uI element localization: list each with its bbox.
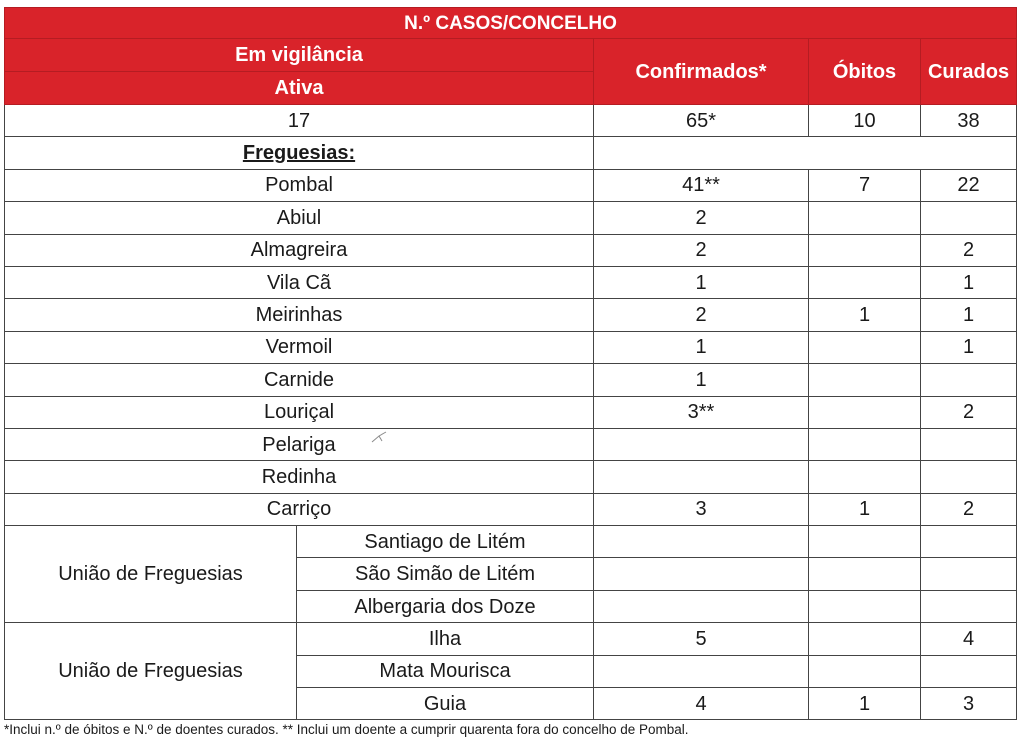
cell-confirmados: 1 (594, 266, 809, 298)
freguesia-name: Abiul (5, 202, 594, 234)
header-row-1 (5, 39, 1017, 72)
cell-confirmados: 1 (594, 364, 809, 396)
cases-table (4, 7, 1017, 720)
cell-obitos: 1 (809, 299, 921, 331)
total-vigilancia: 17 (5, 105, 594, 137)
cell-obitos: 1 (809, 688, 921, 720)
freguesia-name: Pelariga (5, 428, 594, 460)
table-row (5, 169, 1017, 201)
freguesia-name: Louriçal (5, 396, 594, 428)
freguesias-empty-cell (594, 137, 1017, 169)
header-curados: Curados (921, 39, 1017, 105)
cell-confirmados: 3 (594, 493, 809, 525)
cell-curados: 1 (921, 331, 1017, 363)
cell-curados: 22 (921, 169, 1017, 201)
table-row (5, 623, 1017, 655)
cell-obitos (809, 364, 921, 396)
cell-confirmados: 2 (594, 202, 809, 234)
cell-confirmados (594, 526, 809, 558)
cell-obitos: 7 (809, 169, 921, 201)
cell-obitos (809, 590, 921, 622)
freguesia-name: Meirinhas (5, 299, 594, 331)
cell-curados (921, 428, 1017, 460)
table-row (5, 428, 1017, 460)
cell-confirmados: 4 (594, 688, 809, 720)
freguesias-header-row (5, 137, 1017, 169)
pen-mark-icon (370, 430, 388, 444)
union-member-name: Mata Mourisca (297, 655, 594, 687)
header-ativa: Ativa (5, 72, 594, 105)
table-row (5, 202, 1017, 234)
union-member-name: Ilha (297, 623, 594, 655)
freguesia-name: Carriço (5, 493, 594, 525)
freguesia-name: Almagreira (5, 234, 594, 266)
table-row (5, 234, 1017, 266)
cell-confirmados: 1 (594, 331, 809, 363)
header-confirmados: Confirmados* (594, 39, 809, 105)
cell-curados: 4 (921, 623, 1017, 655)
table-row (5, 364, 1017, 396)
union-member-name: Santiago de Litém (297, 526, 594, 558)
table-row (5, 266, 1017, 298)
table-row (5, 526, 1017, 558)
cell-obitos: 1 (809, 493, 921, 525)
cell-confirmados (594, 461, 809, 493)
union-member-name: Albergaria dos Doze (297, 590, 594, 622)
cell-obitos (809, 461, 921, 493)
freguesias-label: Freguesias: (242, 142, 356, 165)
cell-confirmados (594, 428, 809, 460)
cell-obitos (809, 202, 921, 234)
freguesia-name: Pombal (5, 169, 594, 201)
table-row (5, 396, 1017, 428)
total-confirmados: 65* (594, 105, 809, 137)
cell-confirmados: 5 (594, 623, 809, 655)
cell-obitos (809, 331, 921, 363)
union-label: União de Freguesias (5, 526, 297, 623)
cell-confirmados: 2 (594, 234, 809, 266)
table-title-row (5, 8, 1017, 39)
union-member-name: Guia (297, 688, 594, 720)
cell-curados: 3 (921, 688, 1017, 720)
cell-curados (921, 590, 1017, 622)
table-row (5, 299, 1017, 331)
cell-curados (921, 558, 1017, 590)
cell-curados (921, 655, 1017, 687)
table-row (5, 461, 1017, 493)
freguesia-name: Vila Cã (5, 266, 594, 298)
cell-obitos (809, 266, 921, 298)
cell-curados: 2 (921, 234, 1017, 266)
cell-curados: 2 (921, 396, 1017, 428)
cell-obitos (809, 558, 921, 590)
cell-obitos (809, 526, 921, 558)
cell-curados (921, 461, 1017, 493)
totals-row (5, 105, 1017, 137)
cell-obitos (809, 234, 921, 266)
union-member-name: São Simão de Litém (297, 558, 594, 590)
cell-curados (921, 526, 1017, 558)
cell-obitos (809, 396, 921, 428)
freguesia-name: Vermoil (5, 331, 594, 363)
cell-confirmados: 2 (594, 299, 809, 331)
cell-obitos (809, 655, 921, 687)
cell-curados: 2 (921, 493, 1017, 525)
freguesia-name: Redinha (5, 461, 594, 493)
footnote: *Inclui n.º de óbitos e N.º de doentes curados. ** Inclui um doente a cumprir quarenta fora do concelho de Pombal. (4, 722, 689, 737)
table-title: N.º CASOS/CONCELHO (5, 8, 1017, 39)
cell-curados (921, 364, 1017, 396)
cell-confirmados (594, 655, 809, 687)
table-row (5, 331, 1017, 363)
freguesia-name: Carnide (5, 364, 594, 396)
header-obitos: Óbitos (809, 39, 921, 105)
cell-confirmados (594, 590, 809, 622)
total-curados: 38 (921, 105, 1017, 137)
cell-obitos (809, 428, 921, 460)
cell-curados: 1 (921, 299, 1017, 331)
header-vigilancia: Em vigilância (5, 39, 594, 72)
union-label: União de Freguesias (5, 623, 297, 720)
table-row (5, 493, 1017, 525)
cell-confirmados: 3** (594, 396, 809, 428)
cell-confirmados: 41** (594, 169, 809, 201)
freguesias-label-cell (5, 137, 594, 169)
cell-obitos (809, 623, 921, 655)
cell-curados: 1 (921, 266, 1017, 298)
total-obitos: 10 (809, 105, 921, 137)
cell-curados (921, 202, 1017, 234)
cell-confirmados (594, 558, 809, 590)
